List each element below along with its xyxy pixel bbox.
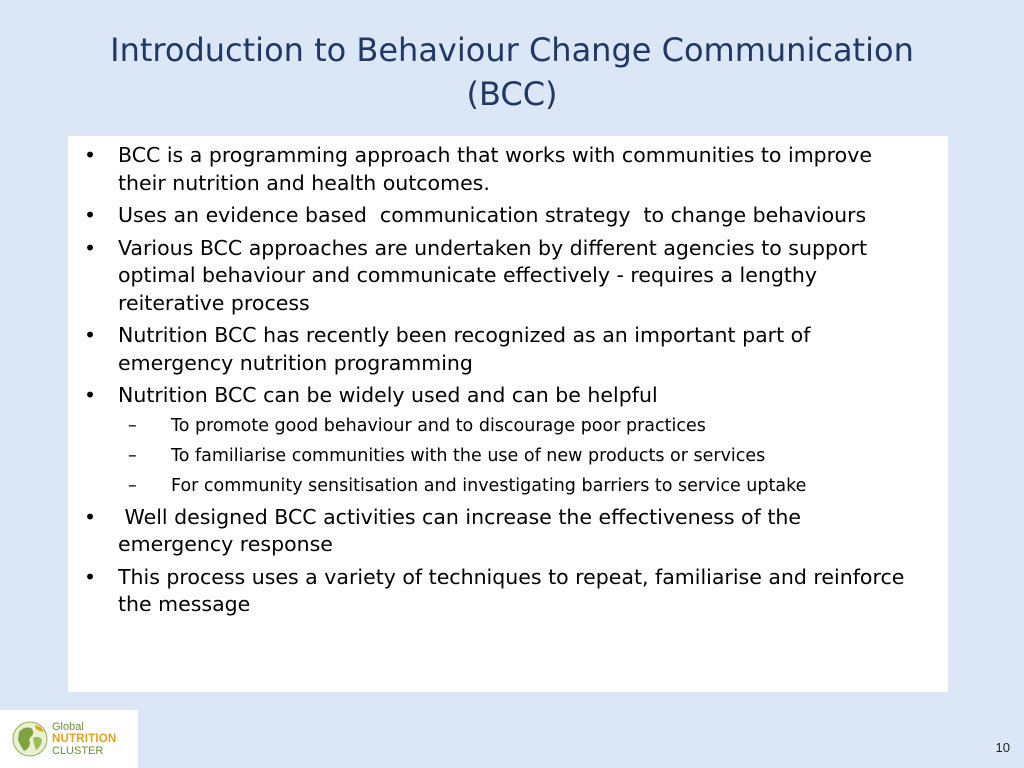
bullet-text: BCC is a programming approach that works with communities to improve their nutrition and health outcomes. bbox=[118, 143, 872, 195]
bullet-item bbox=[80, 564, 918, 619]
bullet-marker: • bbox=[83, 383, 97, 407]
slide-title bbox=[60, 28, 964, 116]
bullet-marker: • bbox=[83, 564, 97, 589]
slide-title-line-2: (BCC) bbox=[466, 75, 558, 113]
logo-line-nutrition: NUTRITION bbox=[52, 733, 117, 745]
logo-line-cluster: CLUSTER bbox=[52, 745, 104, 757]
bullet-list bbox=[80, 142, 918, 619]
bullet-item bbox=[80, 202, 918, 230]
dash-marker: – bbox=[128, 445, 137, 466]
globe-icon bbox=[10, 718, 50, 758]
page-number: 10 bbox=[995, 740, 1010, 755]
bullet-item bbox=[80, 322, 918, 377]
sub-bullet-list bbox=[118, 413, 918, 499]
bullet-text: Well designed BCC activities can increase the effectiveness of the emergency response bbox=[118, 504, 808, 556]
sub-bullet-item bbox=[80, 413, 918, 439]
sub-bullet-text: To promote good behaviour and to discourage poor practices bbox=[171, 415, 706, 436]
sub-bullet-text: To familiarise communities with the use of new products or services bbox=[171, 445, 766, 466]
content-panel bbox=[68, 136, 948, 692]
bullet-marker: • bbox=[83, 143, 97, 167]
global-nutrition-cluster-logo bbox=[0, 710, 138, 768]
slide-title-line-1: Introduction to Behaviour Change Communication bbox=[110, 31, 914, 69]
dash-marker: – bbox=[128, 415, 137, 436]
bullet-marker: • bbox=[83, 203, 97, 227]
bullet-item bbox=[80, 235, 918, 318]
bullet-marker: • bbox=[83, 504, 97, 529]
bullet-text: Uses an evidence based communication strategy to change behaviours bbox=[118, 203, 867, 227]
bullet-item bbox=[80, 142, 918, 197]
bullet-item bbox=[80, 504, 918, 559]
sub-bullet-item bbox=[80, 473, 918, 499]
bullet-marker: • bbox=[83, 235, 97, 260]
bullet-text: Various BCC approaches are undertaken by different agencies to support optimal behaviour and communicate effectively - requires a lengthy reiterative process bbox=[118, 235, 868, 315]
bullet-text: This process uses a variety of techniques to repeat, familiarise and reinforce the message bbox=[118, 564, 905, 616]
sub-bullet-item bbox=[80, 443, 918, 469]
bullet-text: Nutrition BCC can be widely used and can be helpful bbox=[118, 383, 658, 407]
logo-line-global: Global bbox=[52, 721, 84, 733]
sub-bullet-text: For community sensitisation and investigating barriers to service uptake bbox=[171, 475, 807, 496]
bullet-item bbox=[80, 382, 918, 499]
logo-text bbox=[52, 721, 116, 757]
bullet-text: Nutrition BCC has recently been recognized as an important part of emergency nutrition programming bbox=[118, 323, 811, 375]
dash-marker: – bbox=[128, 475, 137, 496]
bullet-marker: • bbox=[83, 323, 97, 347]
